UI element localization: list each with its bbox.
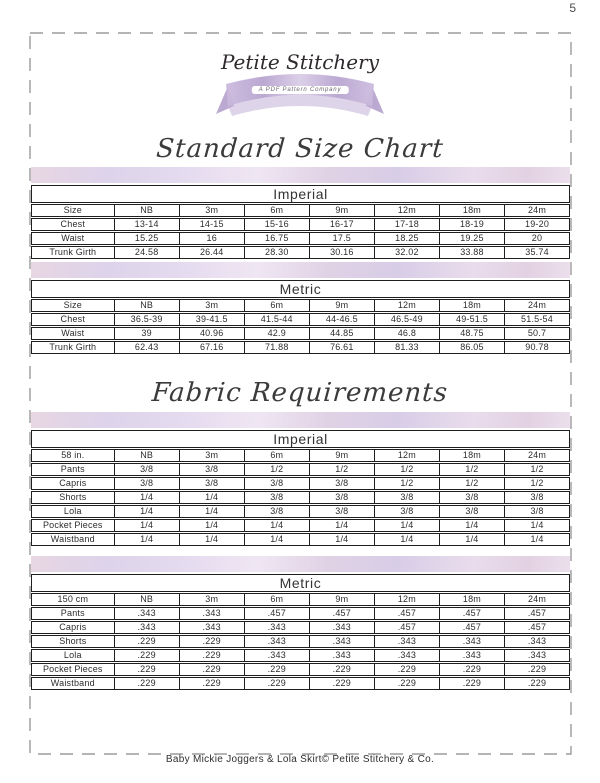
data-cell: 51.5-54	[504, 314, 569, 325]
data-cell: 1/4	[309, 534, 374, 545]
fabric-metric-table	[31, 574, 570, 690]
data-cell: 15.25	[114, 233, 179, 244]
data-cell: 1/4	[439, 520, 504, 531]
data-cell: .343	[374, 636, 439, 647]
column-header-cell: 24m	[504, 205, 569, 216]
data-cell: 3/8	[114, 464, 179, 475]
data-cell: .343	[114, 622, 179, 633]
standard-metric-table	[31, 280, 570, 354]
data-cell: 17-18	[374, 219, 439, 230]
data-cell: 86.05	[439, 342, 504, 353]
column-header-cell: 6m	[244, 450, 309, 461]
data-cell: 3/8	[309, 506, 374, 517]
column-header-cell: NB	[114, 594, 179, 605]
data-cell: 48.75	[439, 328, 504, 339]
data-cell: 33.88	[439, 247, 504, 258]
data-cell: 15-16	[244, 219, 309, 230]
data-cell: .229	[244, 678, 309, 689]
data-cell: 3/8	[439, 492, 504, 503]
data-cell: .343	[179, 622, 244, 633]
data-cell: 3/8	[374, 506, 439, 517]
column-header-cell: 12m	[374, 594, 439, 605]
data-cell: .343	[374, 650, 439, 661]
table-row	[31, 635, 570, 648]
data-cell: 1/4	[179, 506, 244, 517]
standard-imperial-block	[31, 167, 570, 259]
watercolor-accent-bar	[31, 262, 570, 278]
table-row	[31, 341, 570, 354]
data-cell: 18.25	[374, 233, 439, 244]
column-header-cell: 18m	[439, 300, 504, 311]
data-cell: 50.7	[504, 328, 569, 339]
data-cell: 46.5-49	[374, 314, 439, 325]
column-header-cell: NB	[114, 450, 179, 461]
data-cell: 1/4	[244, 534, 309, 545]
table-row	[31, 649, 570, 662]
row-label-cell: Pocket Pieces	[42, 664, 103, 674]
data-cell: .229	[179, 678, 244, 689]
data-cell: .229	[374, 664, 439, 675]
data-cell: 71.88	[244, 342, 309, 353]
table-row	[31, 491, 570, 504]
row-label-cell: Waistband	[50, 678, 95, 688]
data-cell: 62.43	[114, 342, 179, 353]
data-cell: .457	[244, 608, 309, 619]
data-cell: .343	[244, 636, 309, 647]
data-cell: 1/2	[374, 478, 439, 489]
table-row	[31, 463, 570, 476]
data-cell: .229	[114, 664, 179, 675]
data-cell: 46.8	[374, 328, 439, 339]
data-cell: 17.5	[309, 233, 374, 244]
data-cell: .457	[439, 608, 504, 619]
data-cell: 20	[504, 233, 569, 244]
brand-tagline: A PDF Pattern Company	[252, 86, 349, 94]
table-title-cell: Metric	[279, 575, 322, 591]
data-cell: .229	[309, 678, 374, 689]
data-cell: 41.5-44	[244, 314, 309, 325]
data-cell: 32.02	[374, 247, 439, 258]
row-label-cell: Chest	[60, 219, 86, 229]
column-header-cell: 9m	[309, 450, 374, 461]
column-header-cell: 9m	[309, 205, 374, 216]
data-cell: .343	[244, 650, 309, 661]
table-banner-row	[31, 185, 570, 203]
data-cell: 30.16	[309, 247, 374, 258]
footer-credit: Baby Mickie Joggers & Lola Skirt© Petite Stitchery & Co.	[165, 754, 435, 765]
data-cell: 3/8	[244, 506, 309, 517]
fabric-imperial-block	[31, 412, 570, 546]
column-header-cell: 6m	[244, 300, 309, 311]
fabric-requirements-title: Fabric Requirements	[150, 378, 450, 408]
data-cell: 3/8	[114, 478, 179, 489]
page-number: 5	[569, 1, 576, 15]
watercolor-accent-bar	[31, 556, 570, 572]
data-cell: 1/4	[179, 520, 244, 531]
data-cell: 1/4	[114, 520, 179, 531]
column-header-cell: 6m	[244, 205, 309, 216]
column-header-cell: 18m	[439, 594, 504, 605]
data-cell: 24.58	[114, 247, 179, 258]
data-cell: .457	[309, 608, 374, 619]
data-cell: .229	[244, 664, 309, 675]
data-cell: .229	[179, 650, 244, 661]
data-cell: 39-41.5	[179, 314, 244, 325]
data-cell: 3/8	[244, 492, 309, 503]
row-label-cell: Pocket Pieces	[42, 520, 103, 530]
data-cell: 90.78	[504, 342, 569, 353]
table-row	[31, 313, 570, 326]
data-cell: 1/2	[374, 464, 439, 475]
watercolor-accent-bar	[31, 167, 570, 183]
data-cell: 3/8	[439, 506, 504, 517]
column-header-cell: 6m	[244, 594, 309, 605]
data-cell: .457	[374, 608, 439, 619]
data-cell: 1/2	[439, 464, 504, 475]
table-row	[31, 246, 570, 259]
data-cell: 1/2	[244, 464, 309, 475]
watercolor-ribbon-icon	[212, 72, 388, 118]
data-cell: 1/4	[374, 534, 439, 545]
data-cell: .343	[439, 650, 504, 661]
column-header-cell: 9m	[309, 300, 374, 311]
table-header-row	[31, 593, 570, 606]
data-cell: 16.75	[244, 233, 309, 244]
table-row	[31, 505, 570, 518]
row-header-label: 150 cm	[57, 594, 89, 604]
data-cell: 49-51.5	[439, 314, 504, 325]
data-cell: .229	[374, 678, 439, 689]
row-label-cell: Waistband	[50, 534, 95, 544]
column-header-cell: 24m	[504, 450, 569, 461]
table-header-row	[31, 449, 570, 462]
data-cell: 3/8	[179, 478, 244, 489]
table-title-cell: Imperial	[273, 186, 328, 202]
table-banner-row	[31, 280, 570, 298]
data-cell: .343	[504, 650, 569, 661]
row-label-cell: Waist	[61, 233, 85, 243]
fabric-imperial-table	[31, 430, 570, 546]
data-cell: 1/4	[504, 520, 569, 531]
column-header-cell: 24m	[504, 594, 569, 605]
data-cell: 1/4	[179, 492, 244, 503]
column-header-cell: NB	[114, 205, 179, 216]
column-header-cell: 18m	[439, 450, 504, 461]
data-cell: 35.74	[504, 247, 569, 258]
data-cell: 1/4	[374, 520, 439, 531]
data-cell: 1/4	[179, 534, 244, 545]
row-label-cell: Lola	[63, 650, 82, 660]
data-cell: 3/8	[179, 464, 244, 475]
data-cell: 76.61	[309, 342, 374, 353]
standard-metric-block	[31, 262, 570, 354]
data-cell: .229	[114, 636, 179, 647]
data-cell: .229	[439, 664, 504, 675]
table-banner-row	[31, 574, 570, 592]
data-cell: 1/4	[439, 534, 504, 545]
data-cell: 18-19	[439, 219, 504, 230]
column-header-cell: NB	[114, 300, 179, 311]
table-row	[31, 533, 570, 546]
row-label-cell: Pants	[60, 464, 85, 474]
row-label-cell: Shorts	[59, 492, 87, 502]
data-cell: 1/4	[244, 520, 309, 531]
table-title-cell: Metric	[279, 281, 322, 297]
table-row	[31, 232, 570, 245]
column-header-cell: 12m	[374, 450, 439, 461]
data-cell: 44-46.5	[309, 314, 374, 325]
table-row	[31, 218, 570, 231]
petite-stitchery-logo	[212, 50, 388, 118]
row-label-cell: Lola	[63, 506, 82, 516]
data-cell: 3/8	[374, 492, 439, 503]
column-header-cell: 12m	[374, 205, 439, 216]
row-label-cell: Pants	[60, 608, 85, 618]
data-cell: .229	[179, 636, 244, 647]
data-cell: 13-14	[114, 219, 179, 230]
table-row	[31, 519, 570, 532]
data-cell: 1/2	[504, 478, 569, 489]
data-cell: .343	[179, 608, 244, 619]
column-header-cell: 3m	[179, 300, 244, 311]
row-label-cell: Waist	[61, 328, 85, 338]
table-row	[31, 677, 570, 690]
standard-size-chart-title: Standard Size Chart	[155, 134, 445, 164]
data-cell: 42.9	[244, 328, 309, 339]
data-cell: 1/4	[114, 506, 179, 517]
row-header-label: 58 in.	[61, 450, 85, 460]
fabric-metric-block	[31, 556, 570, 690]
data-cell: 3/8	[504, 492, 569, 503]
data-cell: .229	[439, 678, 504, 689]
data-cell: 3/8	[504, 506, 569, 517]
data-cell: .229	[504, 678, 569, 689]
row-label-cell: Chest	[60, 314, 86, 324]
data-cell: 1/4	[114, 534, 179, 545]
data-cell: 3/8	[309, 492, 374, 503]
data-cell: .457	[504, 608, 569, 619]
data-cell: 1/2	[439, 478, 504, 489]
table-row	[31, 327, 570, 340]
row-label-cell: Shorts	[59, 636, 87, 646]
column-header-cell: 3m	[179, 594, 244, 605]
data-cell: 1/4	[114, 492, 179, 503]
row-header-label: Size	[63, 205, 82, 215]
data-cell: 28.30	[244, 247, 309, 258]
data-cell: 40.96	[179, 328, 244, 339]
table-row	[31, 663, 570, 676]
row-label-cell: Capris	[59, 622, 87, 632]
data-cell: 3/8	[244, 478, 309, 489]
row-label-cell: Capris	[59, 478, 87, 488]
table-row	[31, 607, 570, 620]
data-cell: .343	[309, 650, 374, 661]
data-cell: 1/2	[504, 464, 569, 475]
data-cell: .229	[504, 664, 569, 675]
column-header-cell: 3m	[179, 205, 244, 216]
table-header-row	[31, 299, 570, 312]
row-header-label: Size	[63, 300, 82, 310]
data-cell: 81.33	[374, 342, 439, 353]
data-cell: 67.16	[179, 342, 244, 353]
data-cell: 19-20	[504, 219, 569, 230]
watercolor-accent-bar	[31, 412, 570, 428]
data-cell: .343	[244, 622, 309, 633]
column-header-cell: 12m	[374, 300, 439, 311]
column-header-cell: 9m	[309, 594, 374, 605]
data-cell: 3/8	[309, 478, 374, 489]
data-cell: 16	[179, 233, 244, 244]
data-cell: 1/4	[309, 520, 374, 531]
data-cell: 19.25	[439, 233, 504, 244]
data-cell: .343	[114, 608, 179, 619]
data-cell: .229	[179, 664, 244, 675]
column-header-cell: 18m	[439, 205, 504, 216]
brand-name: Petite Stitchery	[220, 50, 379, 74]
data-cell: 1/4	[504, 534, 569, 545]
data-cell: .343	[309, 636, 374, 647]
data-cell: .457	[439, 622, 504, 633]
data-cell: .343	[504, 636, 569, 647]
data-cell: 16-17	[309, 219, 374, 230]
table-row	[31, 621, 570, 634]
column-header-cell: 3m	[179, 450, 244, 461]
column-header-cell: 24m	[504, 300, 569, 311]
row-label-cell: Trunk Girth	[49, 247, 97, 257]
data-cell: 1/2	[309, 464, 374, 475]
data-cell: 44.85	[309, 328, 374, 339]
data-cell: 14-15	[179, 219, 244, 230]
data-cell: .343	[439, 636, 504, 647]
data-cell: 39	[114, 328, 179, 339]
table-banner-row	[31, 430, 570, 448]
standard-imperial-table	[31, 185, 570, 259]
data-cell: .229	[114, 678, 179, 689]
table-title-cell: Imperial	[273, 431, 328, 447]
data-cell: .457	[374, 622, 439, 633]
data-cell: 36.5-39	[114, 314, 179, 325]
table-row	[31, 477, 570, 490]
data-cell: .229	[309, 664, 374, 675]
data-cell: .457	[504, 622, 569, 633]
row-label-cell: Trunk Girth	[49, 342, 97, 352]
data-cell: .229	[114, 650, 179, 661]
data-cell: .343	[309, 622, 374, 633]
table-header-row	[31, 204, 570, 217]
data-cell: 26.44	[179, 247, 244, 258]
